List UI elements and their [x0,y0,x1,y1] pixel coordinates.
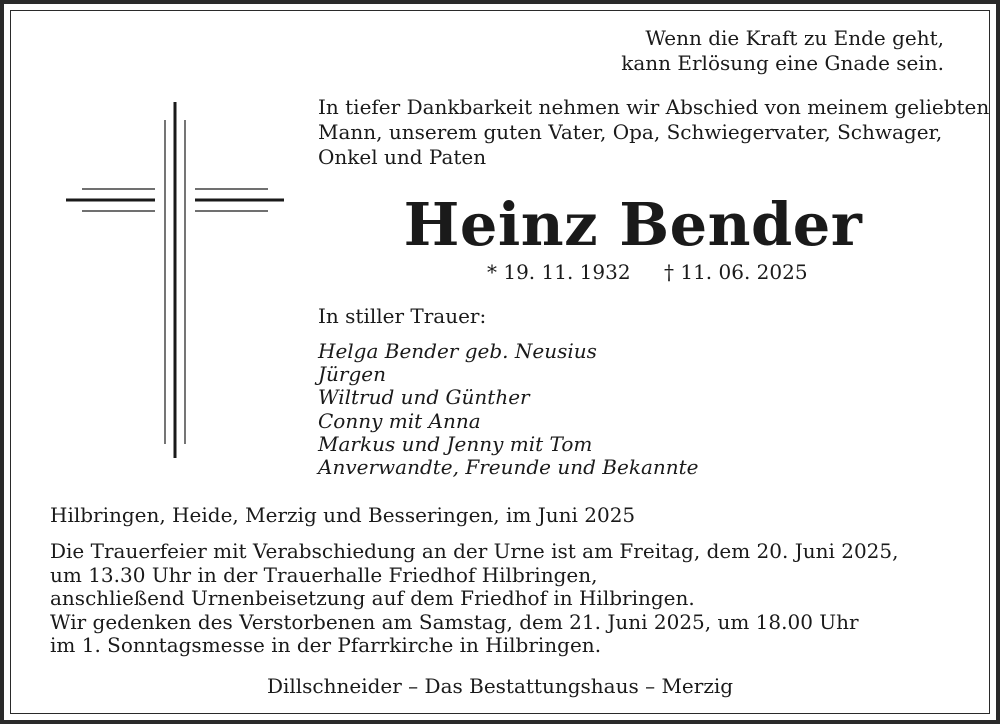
ceremony-info [50,540,898,658]
mourners-list [318,340,699,479]
mourner: Helga Bender geb. Neusius [318,339,597,363]
ceremony-line: im 1. Sonntagsmesse in der Pfarrkirche in Hilbringen. [50,633,602,657]
mourner: Markus und Jenny mit Tom [318,431,593,456]
deceased-name: Heinz Bender [403,190,863,259]
mourner: Wiltrud und Günther [318,385,530,410]
mourning-label: In stiller Trauer: [318,304,487,328]
ceremony-line: Die Trauerfeier mit Verabschiedung an der Urne ist am Freitag, dem 20. Juni 2025, [50,539,899,563]
mourner: Conny mit Anna [318,408,481,433]
intro-line: In tiefer Dankbarkeit nehmen wir Abschied von meinem geliebten [318,95,990,119]
motto-line: Wenn die Kraft zu Ende geht, [645,26,944,50]
funeral-home: Dillschneider – Das Bestattungshaus – Merzig [266,674,734,698]
motto [621,26,944,76]
cross-icon [60,100,290,462]
birth-date: * 19. 11. 1932 [487,260,631,284]
intro-text [318,95,990,170]
death-date: † 11. 06. 2025 [664,260,808,284]
ceremony-line: Wir gedenken des Verstorbenen am Samstag, dem 21. Juni 2025, um 18.00 Uhr [50,609,859,634]
intro-line: Onkel und Paten [318,145,487,169]
mourner: Jürgen [318,362,386,387]
intro-line: Mann, unserem guten Vater, Opa, Schwiegervater, Schwager, [318,120,943,144]
ceremony-line: anschließend Urnenbeisetzung auf dem Friedhof in Hilbringen. [50,586,695,610]
mourner: Anverwandte, Freunde und Bekannte [318,455,699,480]
place-date: Hilbringen, Heide, Merzig und Besseringen, im Juni 2025 [50,503,636,527]
motto-line: kann Erlösung eine Gnade sein. [621,51,944,75]
ceremony-line: um 13.30 Uhr in der Trauerhalle Friedhof Hilbringen, [50,562,598,587]
